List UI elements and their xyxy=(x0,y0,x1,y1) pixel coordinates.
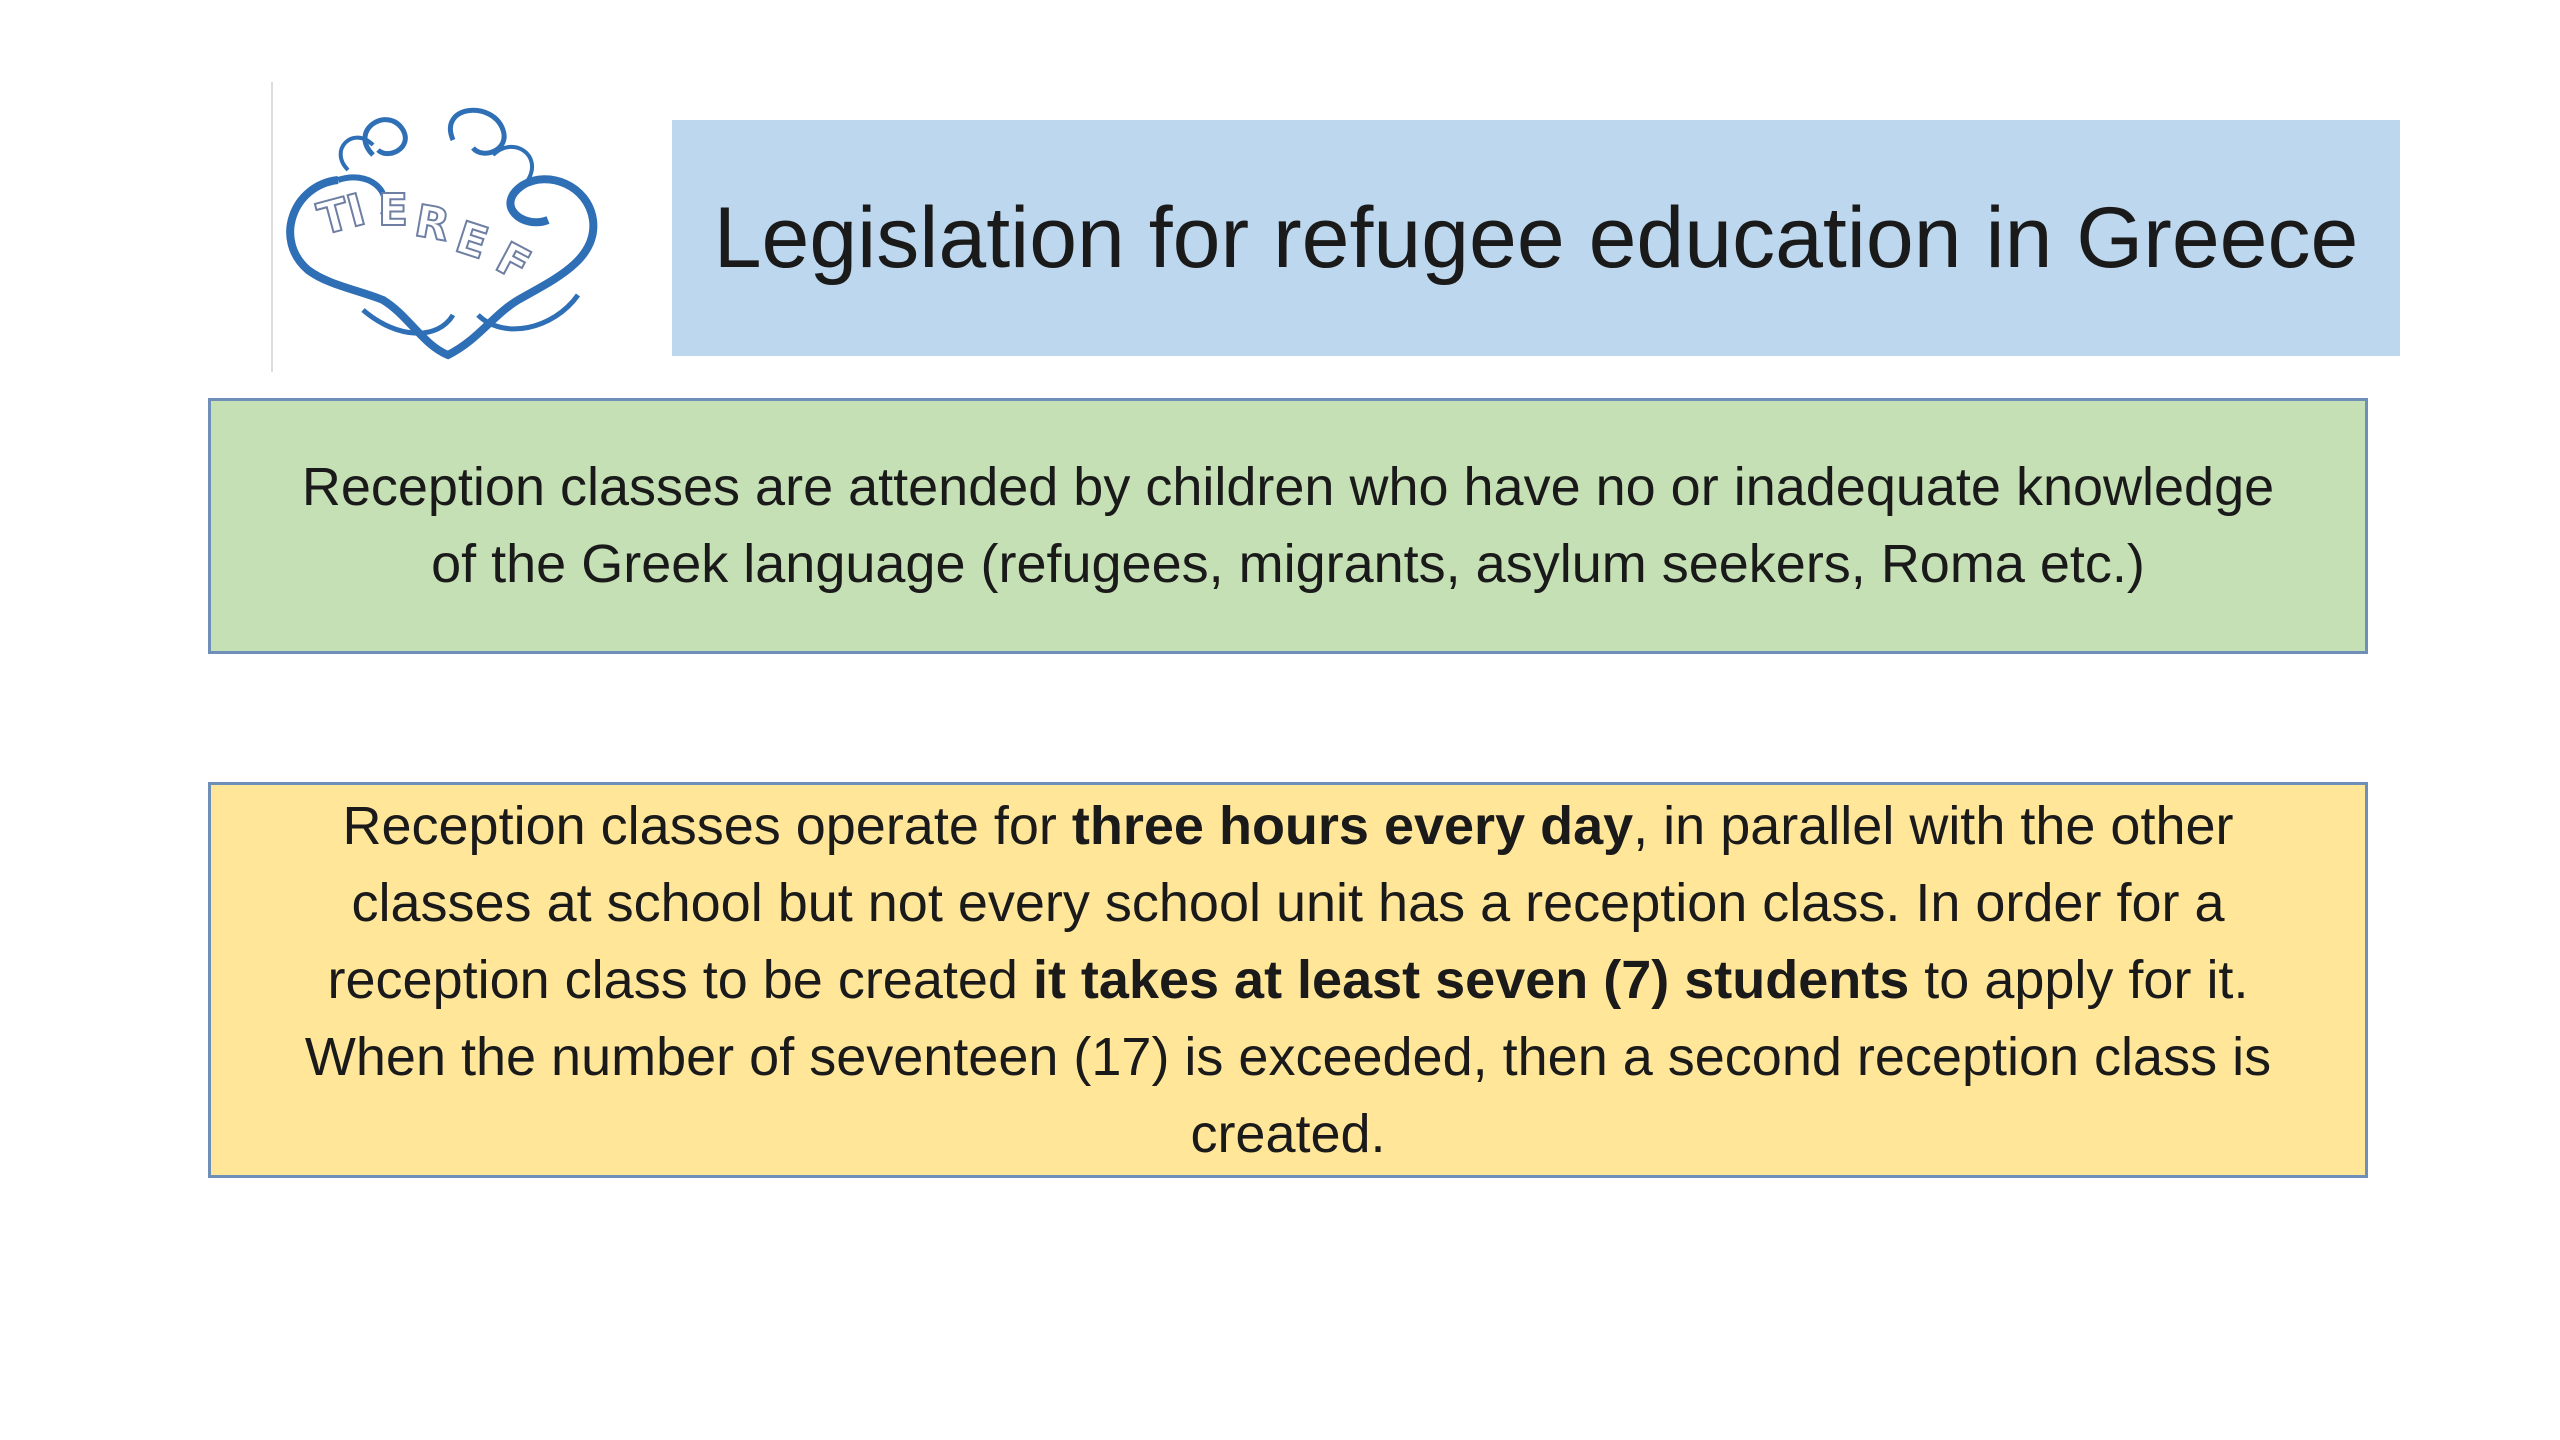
reception-attendance-text xyxy=(302,449,2274,603)
text-line: classes at school but not every school unit has a reception class. In order for a xyxy=(351,872,2225,933)
text-segment: , in parallel with the other xyxy=(1633,795,2234,856)
logo-divider xyxy=(271,82,273,372)
svg-text:E: E xyxy=(378,185,409,236)
text-segment: to apply for it. xyxy=(1909,949,2249,1010)
emphasis-seven-students: it takes at least seven (7) students xyxy=(1032,949,1910,1010)
text-line: of the Greek language (refugees, migrants, asylum seekers, Roma etc.) xyxy=(431,534,2145,594)
text-line: created. xyxy=(1190,1103,1386,1164)
text-line: Reception classes are attended by children who have no or inadequate knowledge xyxy=(301,457,2275,517)
svg-text:TI: TI xyxy=(312,184,371,246)
text-segment: reception class to be created xyxy=(327,949,1033,1010)
tieref-logo-icon xyxy=(278,100,603,360)
reception-operation-text xyxy=(305,788,2271,1173)
text-line xyxy=(305,788,2271,865)
text-segment: Reception classes operate for xyxy=(342,795,1072,856)
emphasis-three-hours: three hours every day xyxy=(1071,795,1634,856)
reception-attendance-box xyxy=(208,398,2368,654)
text-line: When the number of seventeen (17) is exceeded, then a second reception class is xyxy=(304,1026,2272,1087)
text-line xyxy=(305,942,2271,1019)
svg-text:F: F xyxy=(487,232,539,292)
svg-text:R: R xyxy=(411,195,454,252)
slide-title: Legislation for refugee education in Greece xyxy=(713,189,2359,286)
svg-text:E: E xyxy=(449,211,494,270)
title-banner xyxy=(672,120,2400,356)
reception-operation-box xyxy=(208,782,2368,1178)
